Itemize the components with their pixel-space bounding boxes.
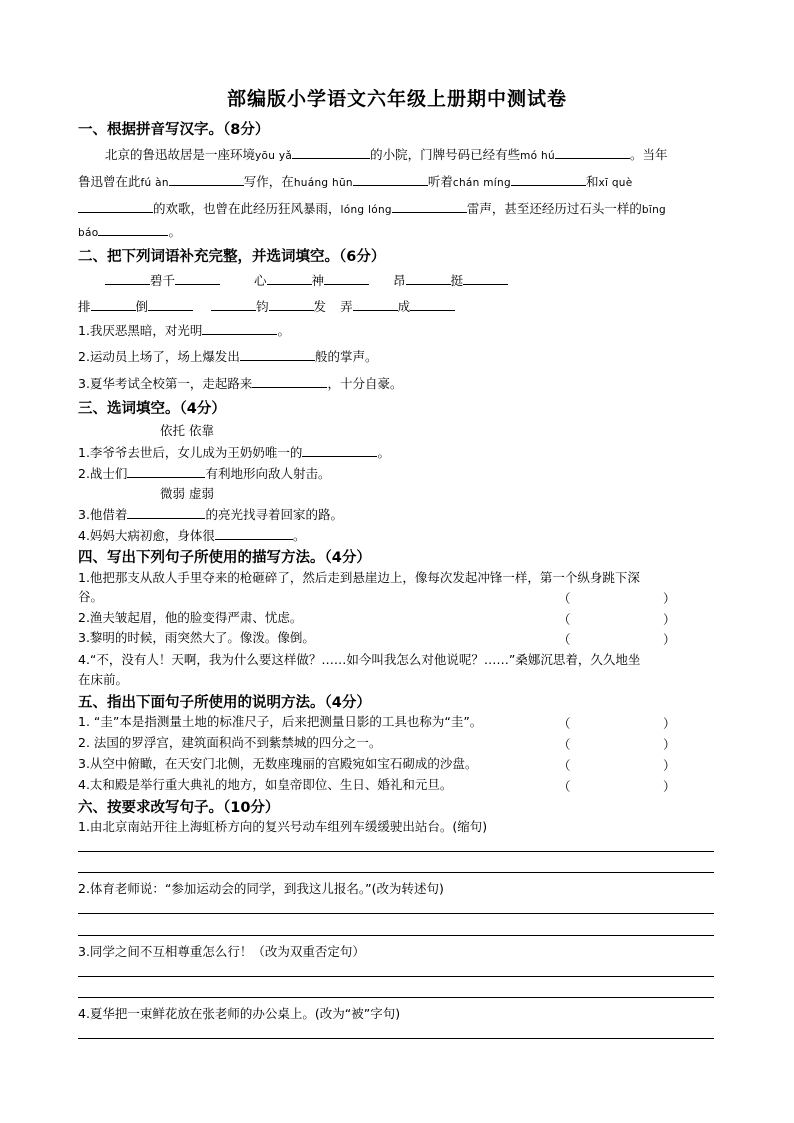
s5-question-3: 3.从空中俯瞰，在天安门北侧，无数座瑰丽的宫殿宛如宝石砌成的沙盘。 [78, 756, 478, 771]
text: 1.我厌恶黑暗，对光明 [78, 323, 203, 338]
answer-blank[interactable] [302, 443, 377, 457]
text: 2.运动员上场了，场上爆发出 [78, 349, 240, 364]
pinyin: xī què [598, 177, 633, 189]
section-5-heading: 五、指出下面句子所使用的说明方法。（4分） [78, 695, 371, 711]
answer-paren-right[interactable]: ） [663, 716, 676, 731]
text: 。 [277, 323, 290, 338]
answer-blank[interactable] [148, 297, 193, 311]
text: 北京的鲁迅故居是一座环境 [105, 147, 256, 162]
s6-question-2: 2.体育老师说：“参加运动会的同学，到我这儿报名。”(改为转述句) [78, 881, 444, 896]
answer-paren-right[interactable]: ） [663, 758, 676, 773]
section-3-heading: 三、选词填空。（4分） [78, 401, 226, 417]
pinyin: lóng lóng [340, 204, 392, 216]
pinyin: huáng hūn [293, 177, 353, 189]
answer-blank[interactable] [392, 199, 467, 213]
text: 3.他借着 [78, 507, 128, 522]
s4-question-3: 3.黎明的时候，雨突然大了。像泼。像倒。 [78, 630, 315, 645]
text: 1.李爷爷去世后，女儿成为王奶奶唯一的 [78, 445, 303, 460]
answer-line[interactable] [78, 1038, 714, 1039]
text: 。 [292, 528, 306, 543]
word-fragment: 神 [311, 273, 325, 288]
answer-blank[interactable] [211, 297, 256, 311]
section-4-heading: 四、写出下列句子所使用的描写方法。（4分） [78, 550, 371, 566]
word-fragment: 倒 [135, 299, 149, 314]
text: ，十分自豪。 [327, 376, 403, 391]
answer-blank[interactable] [353, 172, 428, 186]
answer-paren-left[interactable]: （ [558, 632, 571, 647]
word-fragment: 钧 [256, 299, 269, 314]
s6-question-1: 1.由北京南站开往上海虹桥方向的复兴号动车组列车缓缓驶出站台。(缩句) [78, 819, 488, 834]
s1-line-3 [78, 199, 666, 219]
s3-question-2 [78, 464, 330, 483]
s6-question-3: 3.同学之间不互相尊重怎么行！（改为双重否定句） [78, 944, 365, 959]
answer-blank[interactable] [353, 297, 398, 311]
answer-line[interactable] [78, 935, 714, 936]
answer-paren-right[interactable]: ） [663, 591, 676, 606]
answer-blank[interactable] [511, 172, 586, 186]
answer-blank[interactable] [78, 199, 153, 213]
text: 有利地形向敌人射击。 [205, 466, 331, 481]
answer-blank[interactable] [240, 347, 315, 361]
text: 雷声，甚至还经历过石头一样的 [466, 201, 642, 216]
page-title: 部编版小学语文六年级上册期中测试卷 [226, 88, 567, 110]
answer-blank[interactable] [127, 505, 205, 519]
text: 。当年 [629, 147, 668, 162]
pinyin: mó hú [520, 150, 555, 162]
answer-paren-right[interactable]: ） [663, 737, 676, 752]
answer-paren-left[interactable]: （ [558, 737, 571, 752]
answer-blank[interactable] [215, 526, 293, 540]
s5-question-4: 4.太和殿是举行重大典礼的地方，如皇帝即位、生日、婚礼和元旦。 [78, 777, 453, 792]
text: 。 [377, 445, 390, 460]
section-1-heading: 一、根据拼音写汉字。（8分） [78, 122, 270, 138]
word-fragment: 成 [397, 299, 411, 314]
word-fragment: 碧千 [150, 273, 176, 288]
s2-question-3 [78, 374, 402, 393]
text: 的小院，门牌号码已经有些 [370, 147, 521, 162]
s5-question-2: 2. 法国的罗浮宫，建筑面积尚不到紫禁城的四分之一。 [78, 735, 382, 750]
text: 4.妈妈大病初愈，身体很 [78, 528, 215, 543]
s4-question-1b: 谷。 [78, 589, 104, 604]
text: 听着 [427, 174, 453, 189]
answer-line[interactable] [78, 913, 714, 914]
pinyin: fú àn [140, 177, 169, 189]
s3-options-1: 依托 依靠 [160, 423, 214, 438]
answer-paren-right[interactable]: ） [663, 632, 676, 647]
text: 2.战士们 [78, 466, 128, 481]
word-fragment: 心 [254, 273, 267, 288]
s3-question-4 [78, 526, 305, 545]
answer-blank[interactable] [169, 172, 244, 186]
answer-blank[interactable] [267, 271, 312, 285]
answer-blank[interactable] [127, 464, 205, 478]
pinyin: yōu yǎ [255, 150, 293, 162]
answer-blank[interactable] [463, 271, 508, 285]
answer-line[interactable] [78, 976, 714, 977]
s4-question-4b: 在床前。 [78, 672, 129, 687]
pinyin: báo [78, 227, 99, 239]
pinyin: chán míng [452, 177, 511, 189]
answer-blank[interactable] [98, 222, 168, 236]
answer-paren-left[interactable]: （ [558, 612, 571, 627]
s2-words-row-1 [105, 271, 508, 290]
s4-question-2: 2.渔夫皱起眉，他的脸变得严肃、忧虑。 [78, 610, 303, 625]
text: 。 [168, 224, 181, 239]
s3-question-1 [78, 443, 390, 462]
answer-blank[interactable] [202, 321, 277, 335]
s3-options-2: 微弱 虚弱 [160, 486, 214, 501]
s2-question-2 [78, 347, 377, 366]
answer-blank[interactable] [252, 374, 327, 388]
word-fragment: 发 [313, 299, 327, 314]
s5-question-1: 1. “圭”本是指测量土地的标准尺子，后来把测量日影的工具也称为“圭”。 [78, 714, 483, 729]
answer-blank[interactable] [105, 271, 150, 285]
s1-line-1 [105, 145, 667, 165]
answer-blank[interactable] [269, 297, 314, 311]
text: 写作，在 [243, 174, 294, 189]
answer-blank[interactable] [406, 271, 451, 285]
s2-words-row-2 [78, 297, 455, 316]
answer-paren-left[interactable]: （ [558, 758, 571, 773]
word-fragment: 昂 [393, 273, 406, 288]
answer-line[interactable] [78, 872, 714, 873]
s3-question-3 [78, 505, 343, 524]
answer-paren-left[interactable]: （ [558, 591, 571, 606]
answer-paren-left[interactable]: （ [558, 716, 571, 731]
s1-line-2 [78, 172, 633, 192]
word-fragment: 挺 [450, 273, 464, 288]
answer-line[interactable] [78, 851, 714, 852]
text: 的欢歌，也曾在此经历狂风暴雨， [153, 201, 341, 216]
text: 鲁迅曾在此 [78, 174, 141, 189]
word-fragment: 排 [78, 299, 91, 314]
answer-blank[interactable] [175, 271, 220, 285]
pinyin: bīng [641, 204, 667, 216]
answer-blank[interactable] [292, 145, 370, 159]
answer-blank[interactable] [555, 145, 630, 159]
s2-question-1 [78, 321, 290, 340]
s4-question-1a: 1.他把那支从敌人手里夺来的枪砸碎了，然后走到悬崖边上，像每次发起冲锋一样，第一个纵身跳下深 [78, 570, 640, 585]
answer-paren-right[interactable]: ） [663, 779, 676, 794]
s1-line-4 [78, 222, 181, 242]
answer-blank[interactable] [324, 271, 369, 285]
s4-question-4a: 4.“不，没有人！天啊，我为什么要这样做？……如今叫我怎么对他说呢？……”桑娜沉思着，久久地坐 [78, 652, 641, 667]
section-2-heading: 二、把下列词语补充完整，并选词填空。（6分） [78, 249, 386, 265]
text: 和 [585, 174, 599, 189]
answer-paren-left[interactable]: （ [558, 779, 571, 794]
s6-question-4: 4.夏华把一束鲜花放在张老师的办公桌上。(改为“被”字句) [78, 1006, 401, 1021]
answer-line[interactable] [78, 997, 714, 998]
text: 的亮光找寻着回家的路。 [205, 507, 343, 522]
text: 3.夏华考试全校第一，走起路来 [78, 376, 253, 391]
section-6-heading: 六、按要求改写句子。（10分） [78, 800, 280, 816]
text: 般的掌声。 [314, 349, 378, 364]
answer-blank[interactable] [410, 297, 455, 311]
answer-paren-right[interactable]: ） [663, 612, 676, 627]
answer-blank[interactable] [91, 297, 136, 311]
word-fragment: 弄 [340, 299, 353, 314]
